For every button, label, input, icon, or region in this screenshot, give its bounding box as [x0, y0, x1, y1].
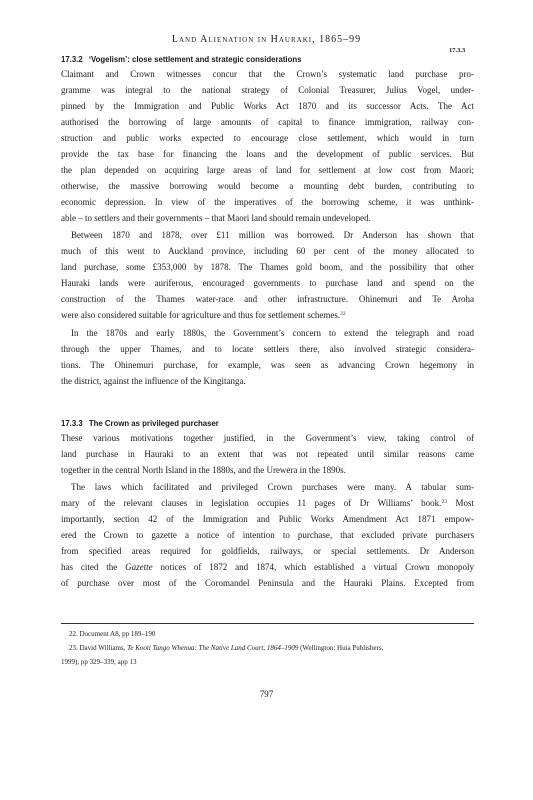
line-text: has cited the	[61, 562, 126, 572]
text-line: able – to settlers and their governments – that Maori land should remain undeveloped.	[61, 213, 371, 223]
footnote-rule	[61, 623, 474, 624]
text-line: otherwise, the massive borrowing would become a mounting debt burden, contributing to	[61, 181, 474, 191]
text-line: pinned by the Immigration and Public Works Act 1870 and its successor Acts. The Act	[61, 101, 474, 111]
footnotes	[61, 627, 474, 669]
paragraph	[61, 479, 474, 591]
text-line: Claimant and Crown witnesses concur that the Crown’s systematic land purchase pro-	[61, 69, 474, 79]
line-text: were also considered suitable for agriculture and thus for settlement schemes.	[61, 310, 341, 320]
text-line: together in the central North Island in the 1880s, and the Urewera in the 1890s.	[61, 465, 346, 475]
paragraph	[61, 430, 474, 478]
text-line: Hauraki lands were auriferous, encouraged governments to purchase land and spend on the	[61, 278, 474, 288]
text-line: ered the Crown to gazette a notice of intention to purchase, that excluded private purchasers	[61, 530, 474, 540]
paragraph	[61, 227, 474, 323]
section-heading	[61, 418, 481, 429]
text-line: struction and public works expected to encourage close settlement, which would in turn	[61, 133, 474, 143]
section-tag: 17.3.3	[449, 47, 466, 54]
footnote-text: 23. David Williams,	[69, 644, 128, 652]
text-line	[61, 495, 474, 511]
text-line: authorised the borrowing of large amounts of capital to finance immigration, railway con-	[61, 117, 474, 127]
paragraph	[61, 66, 474, 226]
footnote-text: (Wellington: Huia Publishers,	[298, 644, 384, 652]
section-title: The Crown as privileged purchaser	[88, 419, 219, 428]
footnote-continuation: 1999), pp 329–339, app 13	[61, 658, 137, 666]
text-line: In the 1870s and early 1880s, the Government’s concern to extend the telegraph and road	[71, 328, 474, 338]
text-line: the district, against the influence of the Kingitanga.	[61, 376, 246, 386]
section-title: ‘Vogelism’: close settlement and strategic considerations	[88, 55, 302, 64]
line-text: Most	[446, 498, 474, 508]
book-title: Te Kooti Tango Whenua: The Native Land Court, 1864–1909	[127, 644, 299, 652]
text-line: the plan depended on acquiring large areas of land for settlement at low cost from Maori;	[61, 165, 474, 175]
paragraph	[61, 325, 474, 389]
running-head: Land Alienation in Hauraki, 1865–99	[171, 34, 362, 45]
text-line	[61, 307, 474, 323]
text-line: Between 1870 and 1878, over £11 million was borrowed. Dr Anderson has shown that	[71, 230, 474, 240]
footnote: 22. Document A8, pp 189–190	[69, 630, 156, 638]
text-line: The laws which facilitated and privileged Crown purchases were many. A tabular sum-	[71, 482, 474, 492]
text-line: from specified areas required for goldfields, railways, or special settlements. Dr Anderson	[61, 546, 474, 556]
section-heading	[61, 54, 481, 65]
footnote	[61, 641, 474, 655]
footnote-marker: 22	[340, 311, 346, 317]
text-line: much of this went to Auckland province, including 60 per cent of the money allocated to	[61, 246, 474, 256]
italic-text: Gazette	[125, 562, 153, 572]
text-line: provide the tax base for financing the loans and the development of public services. But	[61, 149, 474, 159]
text-line: of purchase over most of the Coromandel Peninsula and the Hauraki Plains. Excepted from	[61, 578, 474, 588]
text-line: land purchase in Hauraki to an extent that was not repeated until similar reasons came	[61, 449, 474, 459]
text-line: construction of the Thames water-race and other infrastructure. Ohinemuri and Te Aroha	[61, 294, 474, 304]
page-number: 797	[259, 689, 274, 699]
text-line: tions. The Ohinemuri purchase, for example, was seen as advancing Crown hegemony in	[61, 360, 474, 370]
text-line: gramme was integral to the national strategy of Colonial Treasurer, Julius Vogel, under-	[61, 85, 474, 95]
section-number: 17.3.2	[61, 55, 83, 64]
text-line: through the upper Thames, and to locate settlers there, also involved strategic considera-	[61, 344, 474, 354]
footnote-marker: 23	[441, 499, 447, 505]
text-line: economic depression. In view of the imperatives of the borrowing scheme, it was unthink-	[61, 197, 474, 207]
section-number: 17.3.3	[61, 419, 83, 428]
text-line	[61, 559, 474, 575]
line-text: notices of 1872 and 1874, which established a virtual Crown monopoly	[152, 562, 474, 572]
text-line: land purchase, some £353,000 by 1878. The Thames gold boom, and the possibility that other	[61, 262, 474, 272]
text-line: importantly, section 42 of the Immigration and Public Works Amendment Act 1871 empow-	[61, 514, 474, 524]
text-line: These various motivations together justified, in the Government’s view, taking control of	[61, 433, 474, 443]
line-text: mary of the relevant clauses in legislation occupies 11 pages of Dr Williams’ book.	[61, 498, 442, 508]
